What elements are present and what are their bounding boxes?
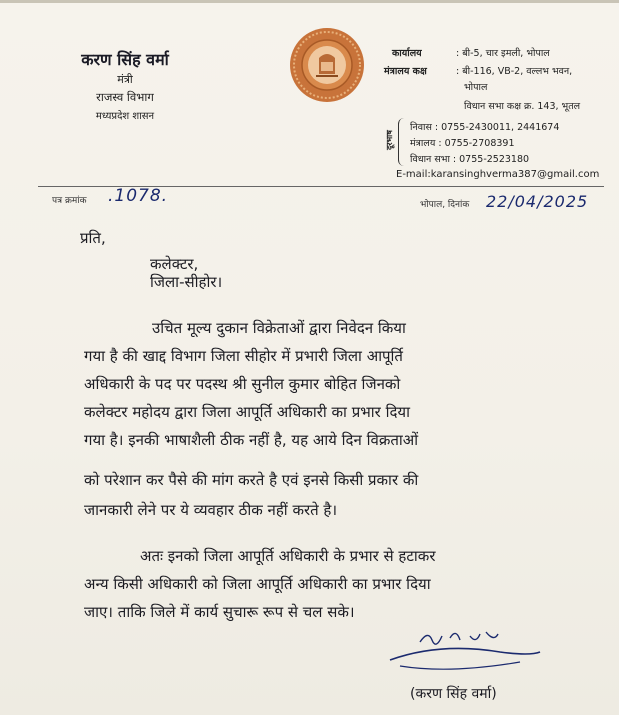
madhya-pradesh-emblem <box>288 26 366 104</box>
body-line: जानकारी लेने पर ये व्यवहार ठीक नहीं करते है। <box>84 501 338 519</box>
department: राजस्व विभाग <box>96 90 154 104</box>
place-date-label: भोपाल, दिनांक <box>420 200 470 210</box>
body-line: जाए। ताकि जिले में कार्य सुचारू रूप से चल सके। <box>84 603 355 621</box>
recipient-district: जिला-सीहोर। <box>150 273 223 291</box>
signatory-name: (करण सिंह वर्मा) <box>410 686 497 702</box>
government: मध्यप्रदेश शासन <box>95 111 155 122</box>
ministry-room-label: मंत्रालय कक्ष <box>384 66 427 77</box>
email: E-mail:karansinghverma387@gmail.com <box>396 169 600 180</box>
body-line: गया है। इनकी भाषाशैली ठीक नहीं है, यह आये दिन विक्रताओं <box>84 431 419 449</box>
office-address: : बी-5, चार इमली, भोपाल <box>456 48 550 59</box>
body-line: अन्य किसी अधिकारी को जिला आपूर्ति अधिकारी का प्रभार दिया <box>84 575 431 593</box>
phone-residence: निवास : 0755-2430011, 2441674 <box>410 122 560 133</box>
body-line: को परेशान कर पैसे की मांग करते है एवं इनसे किसी प्रकार की <box>84 471 419 489</box>
ministry-room-address: : बी-116, VB-2, वल्लभ भवन, <box>456 66 573 77</box>
vidhan-sabha-room: विधान सभा कक्ष क्र. 143, भूतल <box>464 101 581 112</box>
designation: मंत्री <box>117 73 133 86</box>
ref-number: .1078. <box>108 186 169 206</box>
phone-label: दूरभाष <box>385 130 394 150</box>
page-top-edge <box>0 0 619 3</box>
phone-assembly: विधान सभा : 0755-2523180 <box>410 154 530 165</box>
recipient-title: कलेक्टर, <box>150 255 199 273</box>
body-line: अतः इनको जिला आपूर्ति अधिकारी के प्रभार से हटाकर <box>140 547 436 565</box>
salutation: प्रति, <box>80 229 106 247</box>
body-line: उचित मूल्य दुकान विक्रेताओं द्वारा निवेदन किया <box>152 319 406 337</box>
ref-label: पत्र क्रमांक <box>52 196 87 206</box>
phone-list <box>404 120 590 168</box>
letter-date: 22/04/2025 <box>486 192 589 211</box>
handwritten-signature <box>380 622 550 682</box>
body-line: गया है की खाद्द विभाग जिला सीहोर में प्रभारी जिला आपूर्ति <box>84 347 403 365</box>
office-label: कार्यालय <box>392 48 422 59</box>
minister-name: करण सिंह वर्मा <box>81 50 169 69</box>
body-line: अधिकारी के पद पर पदस्थ श्री सुनील कुमार बोहित जिनको <box>84 375 401 393</box>
ministry-room-city: भोपाल <box>464 82 488 93</box>
body-line: कलेक्टर महोदय द्वारा जिला आपूर्ति अधिकारी का प्रभार दिया <box>84 403 411 421</box>
phone-ministry: मंत्रालय : 0755-2708391 <box>410 138 515 149</box>
